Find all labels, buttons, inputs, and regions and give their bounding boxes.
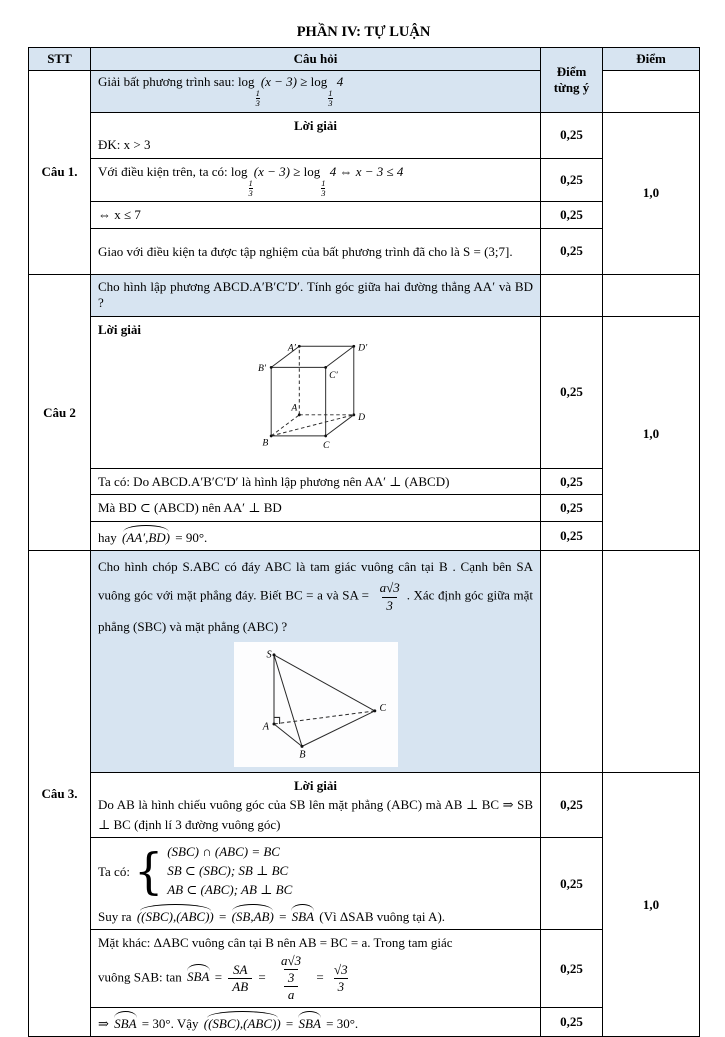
log-base-fraction: $\frac{1}{3}$	[255, 88, 260, 109]
solution-title: Lời giải	[294, 777, 337, 793]
q1-prompt-cell	[91, 71, 541, 113]
q3-step-4	[91, 1007, 541, 1037]
points-cell: 0,25	[541, 495, 603, 522]
q3-prompt-text	[98, 554, 533, 640]
q1-prompt-formula-end: 4	[333, 74, 344, 89]
col-header-score: Điểm	[603, 48, 700, 71]
page-title: PHẦN IV: TỰ LUẬN	[296, 24, 431, 40]
equation-system	[98, 843, 533, 900]
angle-notation: SBA	[290, 904, 316, 927]
log-symbol: log	[310, 74, 328, 89]
q3-empty-total-cell	[603, 551, 700, 773]
q1-prompt-formula: (x − 3) ≥	[260, 74, 311, 89]
fraction-a-sqrt3-3: $\frac{a√3}{3}$	[281, 952, 302, 986]
q3-step-3-line2	[98, 953, 533, 1004]
points-cell: 0,25	[541, 772, 603, 838]
q3-prompt-post: . Xác định góc giữa mặt phẳng (SBC) và mặt phẳng (ABC) ?	[98, 588, 533, 634]
points-cell: 0,25	[541, 202, 603, 229]
q3-step-2	[91, 838, 541, 930]
vertex-label-d-prime: D′	[357, 343, 367, 355]
log-symbol: log	[303, 163, 321, 179]
q1-step-row	[29, 158, 700, 202]
equals: =	[215, 908, 230, 924]
angle-notation: SBA	[185, 964, 211, 987]
exam-table	[28, 47, 700, 1037]
q2-step-3: Mà BD ⊂ (ABCD) nên AA′ ⊥ BD	[91, 495, 541, 522]
angle-notation: ((SBC),(ABC))	[202, 1011, 283, 1034]
points-cell: 0,25	[541, 930, 603, 1007]
vertex-label-b-prime: B′	[257, 363, 266, 375]
q1-prompt-text: Giải bất phương trình sau:	[98, 74, 238, 89]
equals: =	[313, 969, 327, 985]
log-base-fraction: $\frac{1}{3}$	[321, 177, 326, 199]
q1-step-1-text: ĐK: x > 3	[98, 137, 151, 153]
q2-prompt-cell: Cho hình lập phương ABCD.A′B′C′D′. Tính góc giữa hai đường thẳng AA′ và BD ?	[91, 274, 541, 316]
vertex-label-c: C	[378, 702, 386, 714]
q3-step-row	[29, 1007, 700, 1037]
equals: =	[211, 969, 226, 985]
q3-step-1-text: Do AB là hình chiếu vuông góc của SB lên mặt phẳng (ABC) mà AB ⊥ BC ⇒ SB ⊥ BC (định lí 3 đường vuông góc)	[98, 797, 533, 832]
q1-empty-score-cell	[603, 71, 700, 113]
q3-prompt-cell	[91, 551, 541, 773]
angle-notation: (AA′,BD)	[120, 525, 172, 548]
points-cell: 0,25	[541, 838, 603, 930]
q1-step-3: ⇔ x ≤ 7	[91, 202, 541, 229]
angle-notation: SBA	[112, 1011, 138, 1034]
col-header-question: Câu hỏi	[91, 48, 541, 71]
points-cell: 0,25	[541, 158, 603, 202]
points-cell: 0,25	[541, 521, 603, 551]
cube-figure-wrap	[98, 341, 533, 463]
q3-step-4-text: = 30°. Vậy	[138, 1015, 202, 1031]
q2-empty-score-cell	[541, 274, 603, 316]
q1-step-2-formula: (x − 3) ≥	[253, 163, 304, 179]
angle-notation: SBA	[297, 1011, 323, 1034]
q1-step-1	[91, 112, 541, 158]
system-line: SB ⊂ (SBC); SB ⊥ BC	[167, 863, 289, 879]
vertex-label-a: A	[262, 721, 269, 733]
system-brace: {	[133, 842, 164, 900]
solution-title: Lời giải	[98, 321, 141, 337]
vertex-label-b: B	[298, 749, 305, 760]
cube-figure	[241, 341, 391, 457]
question-number-1: Câu 1.	[29, 71, 91, 275]
points-cell: 0,25	[541, 112, 603, 158]
vertex-label-b: B	[261, 437, 268, 449]
equals: =	[282, 1015, 297, 1031]
vertex-label-a: A	[290, 402, 297, 414]
vertex-label-s: S	[266, 649, 272, 661]
col-header-score-item: Điểm từng ý	[541, 48, 603, 113]
vertex-label-a-prime: A′	[287, 343, 296, 355]
points-cell: 0,25	[541, 1007, 603, 1037]
log-symbol: log	[237, 74, 255, 89]
q3-prompt-row	[29, 551, 700, 773]
q3-step-2-conclusion	[98, 904, 533, 927]
q2-prompt-row	[29, 274, 700, 316]
q3-prompt-pre: Cho hình chóp S.ABC có đáy ABC là tam giác vuông cân tại B . Cạnh bên SA vuông góc với mặt phẳng đáy. Biết BC = a và SA =	[98, 559, 533, 604]
log-base-fraction: $\frac{1}{3}$	[328, 88, 333, 109]
q3-step-4-end: = 30°.	[322, 1015, 359, 1031]
q3-step-2-tail: (Vì ΔSAB vuông tại A).	[316, 908, 446, 924]
q2-step-4	[91, 521, 541, 551]
q1-step-2-formula-end: 4 ⇔ x − 3 ≤ 4	[326, 163, 404, 179]
q2-step-row	[29, 495, 700, 522]
q2-step-2: Ta có: Do ABCD.A′B′C′D′ là hình lập phương nên AA′ ⊥ (ABCD)	[91, 468, 541, 495]
angle-notation: (SB,AB)	[230, 904, 276, 927]
fraction-nested: $\frac{\frac{a√3}{3}}{a}$	[272, 953, 310, 1004]
q2-step-row	[29, 521, 700, 551]
q2-empty-total-cell	[603, 274, 700, 316]
q3-step-row	[29, 772, 700, 838]
q1-step-row	[29, 112, 700, 158]
q2-step-4-end: = 90°.	[172, 529, 208, 545]
suyra-text: Suy ra	[98, 908, 135, 924]
pyramid-labels	[261, 650, 385, 760]
fraction-sa-ab: $\frac{SA}{AB}$	[228, 962, 252, 996]
q1-step-2-text: Với điều kiện trên, ta có:	[98, 163, 231, 179]
log-symbol: log	[230, 163, 248, 179]
pyramid-figure-box	[234, 642, 398, 767]
system-line: (SBC) ∩ (ABC) = BC	[167, 844, 280, 860]
q3-step-row	[29, 838, 700, 930]
fraction-sqrt3-3: $\frac{√3}{3}$	[334, 961, 348, 994]
q2-solution-figure-cell	[91, 316, 541, 468]
q3-step-3	[91, 930, 541, 1007]
vertex-label-c: C	[322, 440, 329, 452]
q1-total-points-cell: 1,0	[603, 112, 700, 274]
equals: =	[255, 969, 270, 985]
q2-step-4-text: hay	[98, 529, 121, 545]
q1-step-row	[29, 202, 700, 229]
table-header-row	[29, 48, 700, 71]
log-base-fraction: $\frac{1}{3}$	[248, 177, 253, 199]
q3-step-3-line1: Mặt khác: ΔABC vuông cân tại B nên AB = BC = a. Trong tam giác	[98, 935, 453, 951]
col-header-stt: STT	[29, 48, 91, 71]
question-number-3: Câu 3.	[29, 551, 91, 1037]
pyramid-figure-wrap	[98, 642, 533, 767]
sa-fraction: $\frac{a√3}{3}$	[379, 580, 400, 613]
q3-step-3-text: vuông SAB: tan	[98, 969, 186, 985]
q1-step-4: Giao với điều kiện ta được tập nghiệm của bất phương trình đã cho là S = (3;7].	[91, 228, 541, 274]
q1-step-row	[29, 228, 700, 274]
vertex-label-c-prime: C′	[328, 370, 338, 382]
angle-notation: ((SBC),(ABC))	[135, 904, 216, 927]
q2-figure-row	[29, 316, 700, 468]
q1-step-2	[91, 158, 541, 202]
q3-total-points-cell: 1,0	[603, 772, 700, 1036]
points-cell: 0,25	[541, 316, 603, 468]
q3-empty-score-cell	[541, 551, 603, 773]
q3-step-2-label: Ta có:	[98, 863, 130, 879]
q2-step-row	[29, 468, 700, 495]
q2-total-points-cell: 1,0	[603, 316, 700, 551]
points-cell: 0,25	[541, 468, 603, 495]
question-number-2: Câu 2	[29, 274, 91, 551]
points-cell: 0,25	[541, 228, 603, 274]
vertex-label-d: D	[357, 412, 365, 424]
system-line: AB ⊂ (ABC); AB ⊥ BC	[167, 882, 293, 898]
cube-edges	[271, 347, 354, 437]
q3-step-row	[29, 930, 700, 1007]
q3-step-1	[91, 772, 541, 838]
solution-title: Lời giải	[294, 117, 337, 133]
implies: ⇒	[98, 1015, 113, 1031]
pyramid-figure	[246, 645, 386, 760]
equals: =	[275, 908, 290, 924]
system-lines	[167, 843, 292, 900]
pyramid-edges	[274, 655, 375, 746]
